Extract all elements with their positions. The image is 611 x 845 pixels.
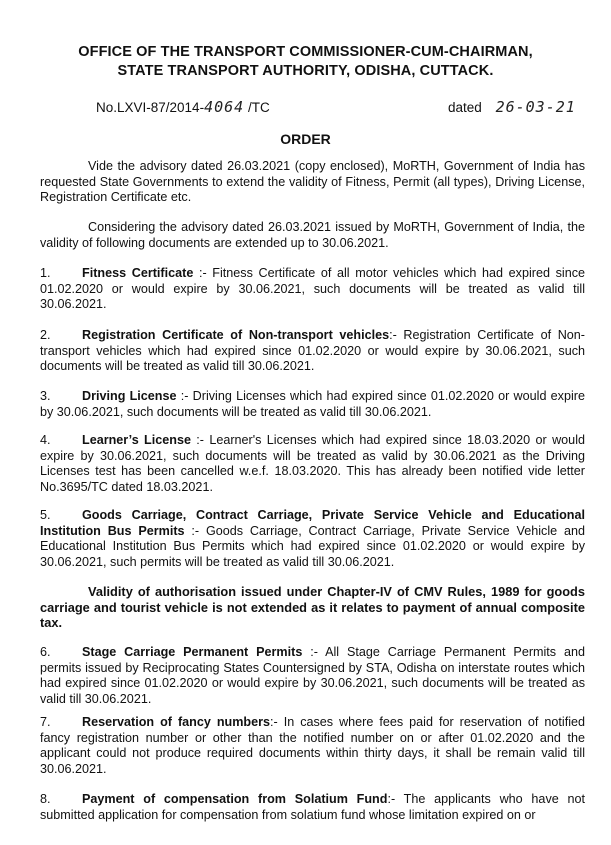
- item-heading: Reservation of fancy numbers: [82, 715, 271, 729]
- item-heading: Registration Certificate of Non-transport vehicles: [82, 328, 390, 342]
- list-item-fitness-certificate: [40, 266, 585, 313]
- dated-label: dated: [448, 100, 482, 115]
- item-number: 6.: [40, 645, 51, 659]
- cmv-rules-note: Validity of authorisation issued under Chapter-IV of CMV Rules, 1989 for goods carriage and tourist vehicle is not extended as it relates to payment of annual composite tax.: [40, 584, 585, 631]
- item-text: :- The applicants who have not submitted application for compensation from solatium fund whose limitation expired on or: [40, 792, 585, 822]
- list-item-solatium-fund: [40, 792, 585, 823]
- reference-number-handwritten: 4064: [204, 98, 245, 116]
- reference-number-suffix: /TC: [244, 100, 270, 115]
- office-heading-line1: OFFICE OF THE TRANSPORT COMMISSIONER-CUM-CHAIRMAN,: [78, 44, 533, 60]
- reference-number-prefix: No.LXVI-87/2014-: [96, 100, 205, 115]
- item-heading: Learner’s License: [82, 433, 191, 447]
- reference-number: [96, 98, 270, 116]
- item-number: 3.: [40, 389, 51, 403]
- item-text: :- All Stage Carriage Permanent Permits and permits issued by Reciprocating States Countersigned by STA, Odisha on interstate routes which had expired since 01.02.2020 or would expire by 30.06.2021, such documents will be treated as valid till 30.06.2021.: [40, 645, 585, 706]
- item-text: :- Learner's Licenses which had expired since 18.03.2020 or would expire by 30.06.2021, such documents will be treated as valid by 30.06.2021 as the Driving Licenses test has been cancelled w.e.f. 18.03.2020. This has already been notified vide letter No.3695/TC dated 18.03.2021.: [40, 433, 585, 494]
- item-text: :- Registration Certificate of Non-transport vehicles which had expired since 01.02.2020 or would expire by 30.06.2021, such documents will be treated as valid till 30.06.2021.: [40, 328, 585, 374]
- item-text: :- In cases where fees paid for reservation of notified fancy registration number or other than the notified number on or after 01.02.2020 and the applicant could not produce required documents within thirty days, it shall be remain valid till 30.06.2021.: [40, 715, 586, 776]
- item-text: :- Driving Licenses which had expired since 01.02.2020 or would expire by 30.06.2021, such documents will be treated as valid till 30.06.2021.: [40, 389, 585, 419]
- item-number: 5.: [40, 508, 51, 522]
- date-handwritten: 26-03-21: [495, 98, 576, 116]
- item-heading: Driving License: [82, 389, 177, 403]
- list-item-registration-certificate: [40, 328, 585, 375]
- list-item-fancy-numbers: [40, 715, 585, 777]
- item-heading: Stage Carriage Permanent Permits: [82, 645, 303, 659]
- reference-date: [448, 98, 576, 116]
- list-item-learners-license: [40, 433, 585, 495]
- list-item-driving-license: [40, 389, 585, 420]
- item-heading: Payment of compensation from Solatium Fund: [82, 792, 388, 806]
- item-number: 8.: [40, 792, 51, 806]
- item-text: :- Fitness Certificate of all motor vehicles which had expired since 01.02.2020 or would expire by 30.06.2021, such documents will be treated as valid till 30.06.2021.: [40, 266, 586, 312]
- list-item-goods-carriage-permits: [40, 508, 585, 570]
- list-item-stage-carriage-permits: [40, 645, 585, 707]
- item-number: 7.: [40, 715, 51, 729]
- order-title: ORDER: [280, 131, 331, 147]
- intro-paragraph-2: Considering the advisory dated 26.03.2021 issued by MoRTH, Government of India, the validity of following documents are extended up to 30.06.2021.: [40, 220, 585, 250]
- office-heading-line2: STATE TRANSPORT AUTHORITY, ODISHA, CUTTACK.: [117, 63, 494, 79]
- intro-paragraph-1: Vide the advisory dated 26.03.2021 (copy enclosed), MoRTH, Government of India has requested State Governments to extend the validity of Fitness, Permit (all types), Driving License, Registration Certificate etc.: [40, 159, 585, 205]
- item-heading: Fitness Certificate: [82, 266, 194, 280]
- item-number: 1.: [40, 266, 51, 280]
- item-text: :- Goods Carriage, Contract Carriage, Private Service Vehicle and Educational Institution Bus Permits which had expired since 01.02.2020 or would expire by 30.06.2021, such permits will be treated as valid till 30.06.2021.: [40, 523, 585, 569]
- item-number: 4.: [40, 433, 51, 447]
- item-heading: Goods Carriage, Contract Carriage, Private Service Vehicle and Educational Institution Bus Permits: [40, 508, 585, 538]
- item-number: 2.: [40, 328, 51, 342]
